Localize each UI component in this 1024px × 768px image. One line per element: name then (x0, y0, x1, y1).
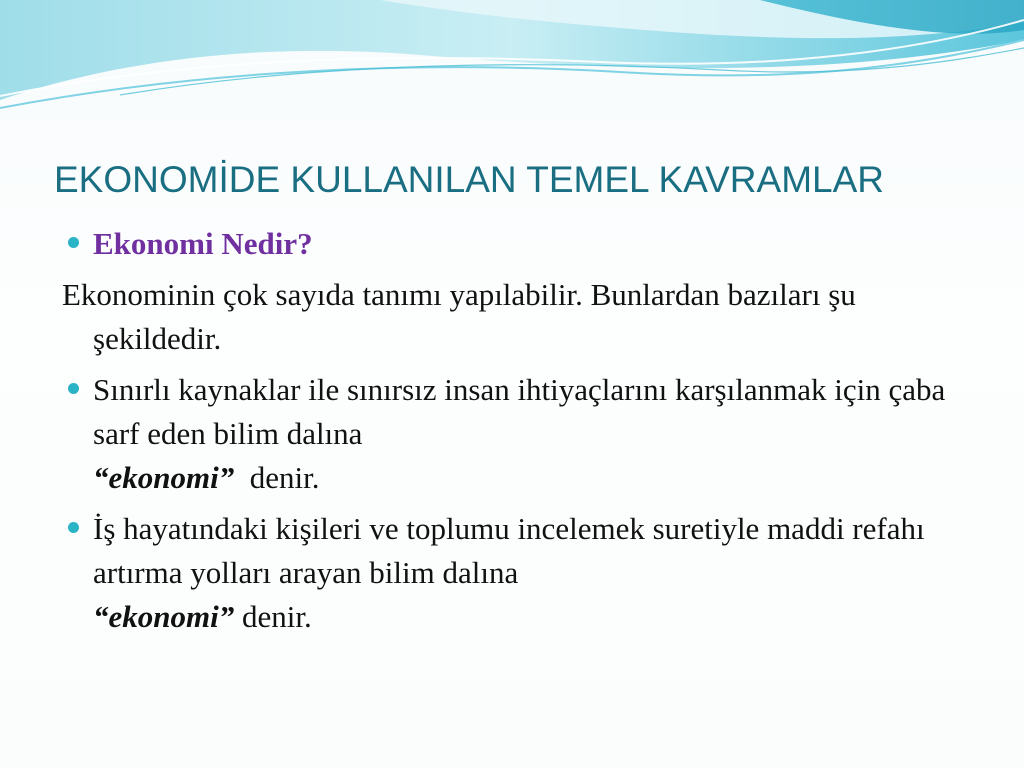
intro-paragraph (62, 273, 962, 361)
header-wave-decoration (0, 0, 1024, 130)
definition-item-1 (62, 368, 962, 500)
slide-title: EKONOMİDE KULLANILAN TEMEL KAVRAMLAR (54, 159, 884, 200)
round-bullet-icon (68, 383, 79, 394)
section-heading: Ekonomi Nedir? (93, 226, 313, 261)
definition-text: İş hayatındaki kişileri ve toplumu incelemek suretiyle maddi refahı artırma yolları arayan bilim dalına (93, 511, 925, 590)
definition-text: Sınırlı kaynaklar ile sınırsız insan ihtiyaçlarını karşılanmak için çaba sarf eden bilim dalına (93, 372, 946, 451)
emphasis-term: “ekonomi” (93, 599, 235, 634)
round-bullet-icon (68, 522, 79, 533)
slide-body (62, 222, 962, 646)
intro-text: Ekonominin çok sayıda tanımı yapılabilir. Bunlardan bazıları şu şekildedir. (62, 277, 856, 356)
emphasis-term: “ekonomi” (93, 460, 235, 495)
round-bullet-icon (68, 237, 79, 248)
definition-ending: denir. (234, 460, 320, 495)
definition-ending: denir. (234, 599, 312, 634)
definition-item-2 (62, 507, 962, 639)
heading-bullet (62, 222, 962, 266)
